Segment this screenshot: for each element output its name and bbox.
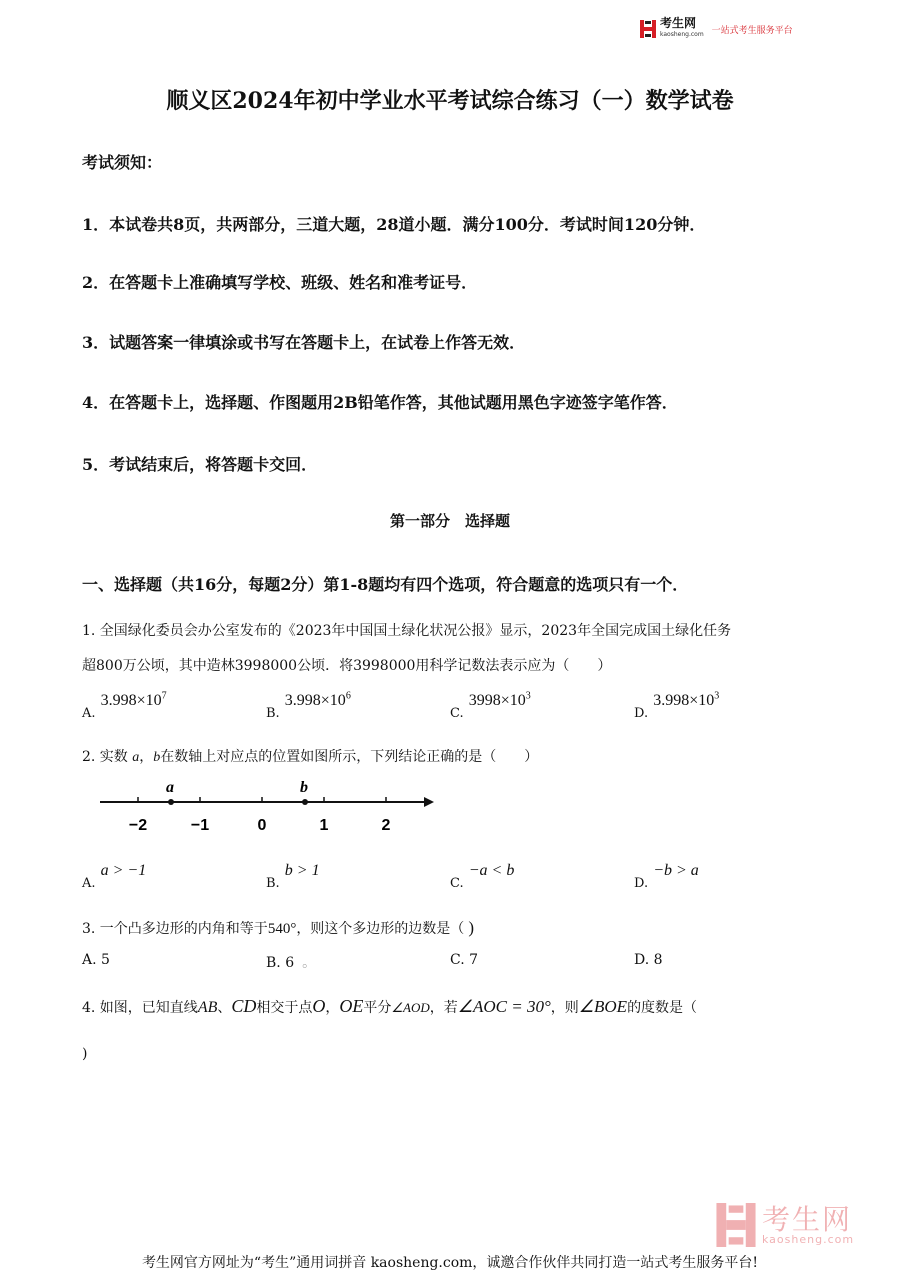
option-value: $3.998\times 10^6$ [284,690,351,709]
option-label: B. [266,876,280,891]
q1-option-d [634,690,720,721]
q3-option-a: A. 5 [82,952,110,968]
page-title: 顺义区2024年初中学业水平考试综合练习（一）数学试卷 [166,88,734,114]
point-a-label: a [166,779,174,796]
kaosheng-watermark-icon [716,1203,756,1247]
option-label: C. [450,876,464,891]
part-heading: 一、选择题（共16分，每题2分）第1-8题均有四个选项，符合题意的选项只有一个． [82,575,689,594]
option-value: $3.998\times 10^7$ [100,690,167,709]
notice-item-2: 2．在答题卡上准确填写学校、班级、姓名和准考证号． [82,273,478,292]
option-label: D. [634,706,649,721]
stray-mark: 。 [302,955,317,971]
q4-line2: ) [82,1046,88,1062]
option-label: B. [266,706,280,721]
tick-label: 0 [257,817,267,834]
option-value: b > 1 [284,862,320,879]
q3-option-b: B. 6 。 [266,955,317,971]
option-value: $3998\times 10^3$ [468,690,531,709]
q2-option-c [450,860,515,891]
section-title: 第一部分 选择题 [389,512,510,530]
brand-slogan: 一站式考生服务平台 [711,25,793,36]
q3-text: 3. 一个凸多边形的内角和等于540°，则这个多边形的边数是（ ) [82,918,474,937]
tick-label: 1 [319,817,329,834]
number-line-arrow-icon [424,797,434,807]
brand-domain: kaosheng.com [660,31,704,38]
header-logo [640,18,793,40]
notice-item-4: 4．在答题卡上，选择题、作图题用2B铅笔作答，其他试题用黑色字迹签字笔作答． [82,393,678,412]
q1-option-b [266,690,351,721]
point-a-marker [168,799,174,805]
notice-item-5: 5．考试结束后，将答题卡交回． [82,455,318,474]
q2-text: 2. 实数 a，b在数轴上对应点的位置如图所示，下列结论正确的是（ ） [82,749,539,765]
watermark-text: 考生网 kaosheng.com [762,1202,855,1246]
notice-item-3: 3．试题答案一律填涂或书写在答题卡上，在试卷上作答无效． [82,333,526,352]
option-value: $3.998\times 10^3$ [653,690,720,709]
tick-label: 2 [381,817,391,834]
point-b-label: b [300,779,308,796]
option-value: −b > a [653,862,699,879]
tick-label: −1 [190,817,210,834]
q2-option-d [634,860,699,891]
q1-option-a [82,690,167,721]
q1-option-c [450,690,531,721]
notice-item-1: 1．本试卷共8页，共两部分，三道大题，28道小题．满分100分．考试时间120分钟． [82,215,706,234]
tick-label: −2 [128,817,148,834]
option-label: C. [450,706,464,721]
q3-option-c: C. 7 [450,952,479,968]
number-line-figure [98,776,438,836]
q4-text: 4. 如图，已知直线AB、CD相交于点O，OE平分∠AOD，若∠AOC = 30°，则∠BOE的度数是（ [82,996,698,1016]
watermark [716,1203,854,1247]
q3-option-d: D. 8 [634,952,663,968]
q2-option-b [266,860,320,891]
kaosheng-logo-icon [640,20,656,38]
option-label: A. [82,706,96,721]
footer-text: 考生网官方网址为“考生”通用词拼音 kaosheng.com，诚邀合作伙伴共同打造一站式考生服务平台! [141,1255,759,1271]
q1-line1: 1. 全国绿化委员会办公室发布的《2023年中国国土绿化状况公报》显示，2023年全国完成国土绿化任务 [82,623,732,639]
option-label: A. [82,876,96,891]
notice-heading: 考试须知： [82,153,163,172]
q2-option-a [82,860,147,891]
option-label: D. [634,876,649,891]
option-value: −a < b [468,862,515,879]
option-value: a > −1 [100,862,147,879]
q1-line2: 超800万公顷，其中造林3998000公顷．将3998000用科学记数法表示应为（ ） [82,658,612,674]
point-b-marker [302,799,308,805]
brand-name: 考生网 kaosheng.com [660,16,704,38]
